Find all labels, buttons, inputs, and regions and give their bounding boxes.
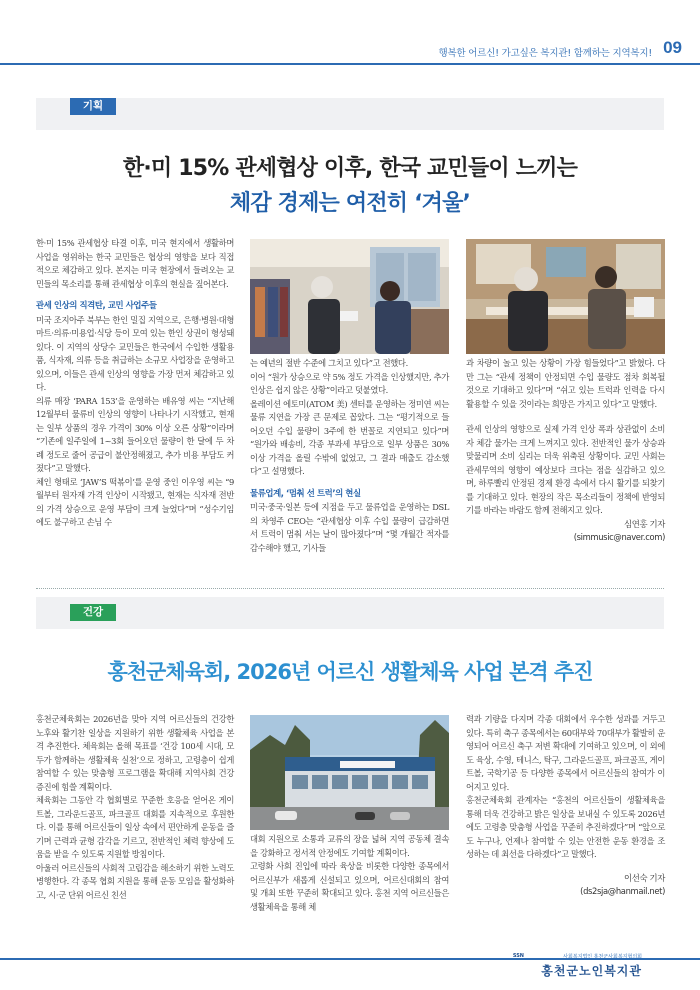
article1-title-line1: 한·미 15% 관세협상 이후, 한국 교민들이 느끼는 [122,156,578,181]
article1-subhead-2: 물류업계, ‘멈춰 선 트럭’의 현실 [250,487,361,498]
article2-paragraph: 력과 기량을 다지며 각종 대회에서 우수한 성과를 거두고 있다. 특히 축구 종목에서는 60대부와 70대부가 활발히 운영되어 어르신 축구 저변 확대에 기여하고 있으며, 이 외에도 육상, 수영, 테니스, 탁구, 그라운드골프, 파크골프, 게이트볼, 국학기공 등 다양한 종목에서 어르신들의 참여가 이어지고 있다. [466,714,665,792]
article2-title: 홍천군체육회, 2026년 어르신 생활체육 사업 본격 추진 [107,660,593,684]
article1-paragraph: 올레이션 에토미(ATOM 美) 센터를 운영하는 정미연 씨는 물류 지연을 가장 큰 문제로 꼽았다. 그는 “평기적으로 들어오던 수입 물량이 3주에 한 번꼴로 지연되고 있다”며 “원가와 배송비, 각종 부과세 부담으로 일부 상품은 30% 이상 가격을 올릴 수밖에 없었고, 그 결과 매출도 감소했다”고 설명했다. [250,398,449,476]
article1-intro: 한·미 15% 관세협상 타결 이후, 미국 현지에서 생활하며 사업을 영위하는 한국 교민들은 협상의 영향을 보다 직접적으로 체감하고 있다. 본지는 미국 현장에서 들려오는 교민들의 목소리를 통해 관세협상 이후의 현실을 짚어본다. [36,238,234,289]
article1-column-3 [466,357,665,545]
page-number: 09 [663,38,682,57]
article2-paragraph: 체육회는 그동안 각 협회별로 꾸준한 호응을 얻어온 게이트볼, 그라운드골프, 파크골프 대회를 지속적으로 후원한다. 이를 통해 어르신들이 일상 속에서 편안하게 운동을 즐기며 근력과 균형 감각을 기르고, 전반적인 체력 향상에 도움을 받을 수 있도록 지원할 방침이다. [36,795,234,859]
article1-column-1 [36,237,234,530]
article2-column-3 [466,713,665,899]
article1-title-line2: 체감 경제는 여전히 ‘겨울’ [229,191,471,216]
article1-paragraph: 미국·중국·일본 등에 지점을 두고 물류업을 운영하는 DSL의 차영주 CEO는 “관세협상 이후 수입 물량이 급감하면서 트럭이 멈춰 서는 날이 많아졌다”며 “몇 개월간 적자를 감수해야 했고, 기사들 [250,502,449,553]
section-label-health: 건강 [70,604,116,621]
article1-photo-clothing-store [250,239,449,354]
article2-column-2 [250,833,449,914]
article2-column-1 [36,713,234,902]
article2-paragraph: 고령화 사회 진입에 따라 육상을 비롯한 다양한 종목에서 어르신부가 새롭게 신설되고 있으며, 어르신대회의 참여 및 개최 또한 꾸준히 확대되고 있다. 홍천 지역 어르신들은 생활체육을 통해 체 [250,861,449,912]
article2-reporter-name: 이선숙 기자 [623,872,665,883]
article1-subhead-1: 관세 인상의 직격탄, 교민 사업주들 [36,300,157,310]
article1-reporter-name: 심연홍 기자 [623,518,665,529]
article2-paragraph: 홍천군체육회는 2026년을 맞아 지역 어르신들의 건강한 노후와 활기찬 일상을 지원하기 위한 생활체육 사업을 본격 추진한다. 체육회는 올해 목표를 ‘건강 100세 시대, 모두가 함께하는 생활체육 실천’으로 정하고, 고령층이 쉽게 참여할 수 있는 맞춤형 프로그램을 확대해 지역사회 건강 증진에 힘쓸 계획이다. [36,714,234,792]
footer-org-subtitle: 사회복지법인 홍천군사회복지협의회 [563,954,642,960]
footer-org-logo: 홍천군노인복지관 [541,964,642,978]
article1-paragraph: 미국 조지아주 북부는 한인 밀집 지역으로, 은행·병원·대형마트·의류·미용업·식당 등이 모여 있는 한인 상권이 형성돼 있다. 이 지역의 상당수 교민들은 한국에서 수입한 생활용품, 식자재, 의류 등을 취급하는 소규모 사업장을 운영하고 있으며, 이들은 관세 인상의 영향을 가장 먼저 체감하고 있다. [36,314,234,392]
footer-ssn-mark: SSN [512,953,524,959]
section-label-planning: 기획 [70,98,116,115]
article2-paragraph: 대회 지원으로 소통과 교류의 장을 넓혀 지역 공동체 결속을 강화하고 정서적 안정에도 기여할 계획이다. [250,834,449,858]
article1-paragraph: 관세 인상의 영향으로 실제 가격 인상 폭과 상관없이 소비자 체감 물가는 크게 느껴지고 있다. 전반적인 물가 상승과 맞물리며 소비 심리는 더욱 위축된 상황이다. 교민 사회는 관세무역의 영향이 예상보다 크다는 점을 실감하고 있으며, 하루빨리 안정된 경제 환경 속에서 다시 활기를 되찾기를 기대하고 있다. 현장의 작은 목소리들이 정책에 반영되기를 바라는 바람도 함께 전해지고 있다. [466,424,665,515]
header-rule [0,63,700,65]
article1-paragraph: 체인 형태로 ‘JAW’S 떡볶이’를 운영 중인 이우영 씨는 “9월부터 원자재 가격 인상이 시작됐고, 현재는 식자재 전반의 가격 상승으로 운영 부담이 크게 늘었다”며 “성수기임에도 불구하고 손님 수 [36,476,234,527]
article1-paragraph: 는 예년의 절반 수준에 그치고 있다”고 전했다. [250,358,408,368]
header-tagline: 행복한 어르신! 가고싶은 복지관! 함께하는 지역복지! [438,48,652,59]
article1-photo-interview [466,239,665,354]
article2-reporter-email: (ds2sja@hanmail.net) [580,886,665,896]
article1-column-2 [250,357,449,555]
article1-paragraph: 의류 매장 ‘PARA 153’을 운영하는 배유영 씨는 “지난해 12월부터 물류비 인상의 영향이 나타나기 시작했고, 현재는 일부 상품의 경우 가격이 30% 이상 오른 상황”이라며 “기존에 일주일에 1~3회 들어오던 물량이 한 달에 두 차례 정도로 줄어 공급이 불안정해졌고, 추가 비용 부담도 커졌다”고 말했다. [36,395,234,473]
article1-reporter-email: (simmusic@naver.com) [573,532,665,542]
article-divider [36,588,664,589]
article1-paragraph: 과 차량이 놀고 있는 상황이 가장 힘들었다”고 밝혔다. 다만 그는 “관세 정책이 안정되면 수입 물량도 점차 회복될 것으로 기대하고 있다”며 “쉬고 있는 트럭과 인력을 다시 활용할 수 있을 것이라는 희망은 가지고 있다”고 말했다. [466,358,665,409]
article2-paragraph: 홍천군체육회 관계자는 “홍천의 어르신들이 생활체육을 통해 더욱 건강하고 밝은 일상을 보내실 수 있도록 2026년에도 고령층 맞춤형 사업을 꾸준히 추진하겠다”며 “앞으로도 누구나, 언제나 참여할 수 있는 안전한 운동 환경을 조성하는 데 최선을 다하겠다”고 말했다. [466,795,665,859]
article2-paragraph: 아울러 어르신들의 사회적 고립감을 해소하기 위한 노력도 병행한다. 각 종목 협회 지원을 통해 운동 모임을 활성화하고, 시·군 단위 어르신 친선 [36,862,234,900]
article1-paragraph: 이어 “원가 상승으로 약 5% 정도 가격을 인상했지만, 추가 인상은 쉽지 않은 상황”이라고 덧붙였다. [250,371,449,395]
section-bar-health [36,597,664,629]
article2-photo-sports-council-building [250,715,449,830]
section-bar-planning [36,98,664,130]
